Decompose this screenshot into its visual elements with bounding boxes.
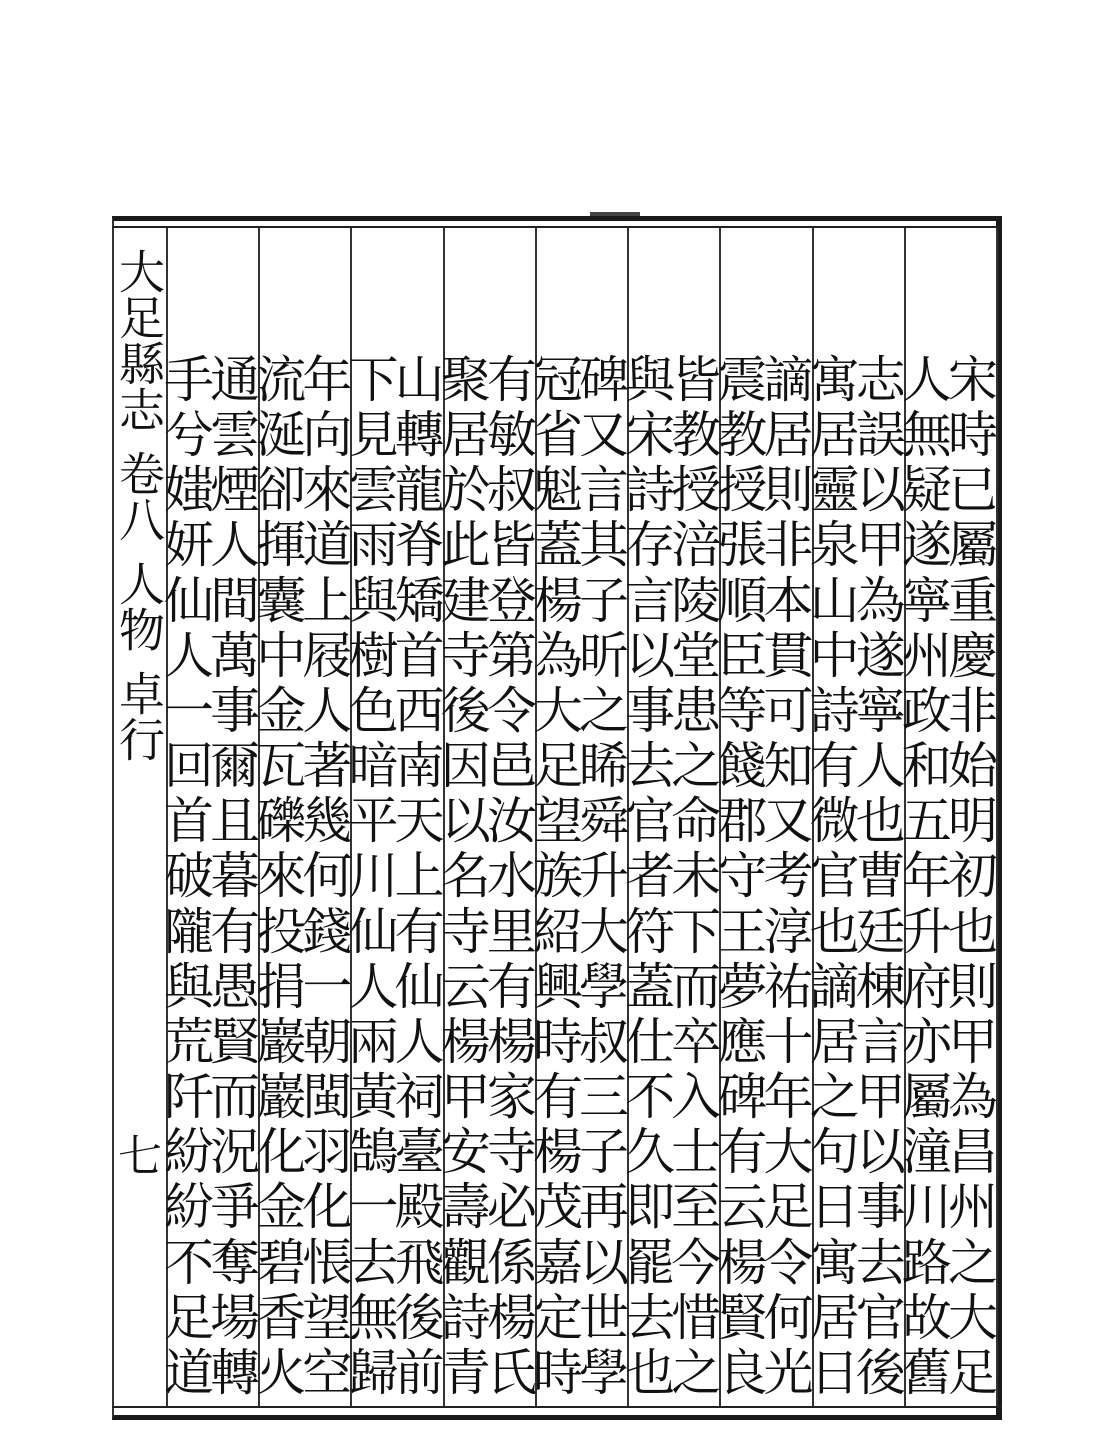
- text-column: 人 無 疑 遂 寧 州 政 和 五 年 升 府 亦 屬 潼 川 路 故 舊: [901, 351, 952, 1402]
- text-column: 有 敏 叔 皆 登 第 令 邑 汝 水 里 有 楊 家 寺 必 係 楊 氏: [486, 351, 537, 1402]
- border-top-rule: [112, 226, 1002, 228]
- text-column: 流 涎 卻 揮 囊 中 金 瓦 礫 來 投 捐 巖 巖 化 金 碧 香 火: [256, 351, 307, 1402]
- margin-section: 人物: [112, 560, 166, 652]
- text-column: 山 轉 龍 脊 矯 首 西 南 天 上 有 仙 人 祠 臺 殿 飛 後 前: [394, 351, 445, 1402]
- text-column: 年 向 來 道 上 屐 人 著 幾 何 錢 一 朝 閩 羽 化 悵 望 空: [302, 351, 353, 1402]
- text-column: 下 見 雲 雨 與 樹 色 暗 平 川 仙 人 兩 黃 鵠 一 去 無 歸: [348, 351, 399, 1402]
- text-column: 宋 時 已 屬 重 慶 非 始 明 初 也 則 甲 為 昌 州 之 大 足: [947, 351, 998, 1402]
- margin-volume: 卷八: [112, 450, 166, 542]
- text-column: 寓 居 靈 泉 山 中 詩 有 微 官 也 謫 居 之 句 日 寓 居 日: [809, 351, 860, 1402]
- text-column: 志 誤 以 甲 為 遂 寧 人 也 曹 廷 棟 言 甲 以 事 去 官 後: [855, 351, 906, 1402]
- text-column: 手 兮 媸 妍 仙 人 一 回 首 破 隴 與 荒 阡 紛 紛 不 足 道: [164, 351, 215, 1402]
- text-column: 皆 教 授 涪 陵 堂 患 之 命 未 下 而 卒 入 士 至 今 惜 之: [671, 351, 722, 1402]
- text-column: 聚 居 於 此 建 寺 後 因 以 名 寺 云 楊 甲 安 壽 觀 詩 青: [440, 351, 491, 1402]
- text-column: 與 宋 詩 存 言 以 事 去 官 者 符 蓋 仕 不 久 即 罷 去 也: [625, 351, 676, 1402]
- text-column: 碑 又 言 其 子 昕 之 睎 舜 升 大 學 叔 三 子 再 以 世 學: [579, 351, 630, 1402]
- margin-subsection: 卓行: [112, 670, 166, 762]
- margin-banner: [112, 248, 166, 1398]
- text-column: 震 教 授 張 順 臣 等 餞 郡 守 王 夢 應 碑 有 云 楊 賢 良: [717, 351, 768, 1402]
- text-column: 謫 居 則 非 本 貫 可 知 又 考 淳 祐 十 年 大 足 令 何 光: [763, 351, 814, 1402]
- border-bottom-rule: [112, 1406, 1002, 1408]
- text-column: 冠 省 魁 蓋 楊 為 大 足 望 族 紹 興 時 有 楊 茂 嘉 定 時: [532, 351, 583, 1402]
- text-column: 通 雲 煙 人 間 萬 事 爾 且 暮 有 愚 賢 而 況 爭 奪 場 轉: [210, 351, 261, 1402]
- folio-number: 七: [118, 1131, 162, 1182]
- margin-title: 大足縣志: [112, 248, 166, 432]
